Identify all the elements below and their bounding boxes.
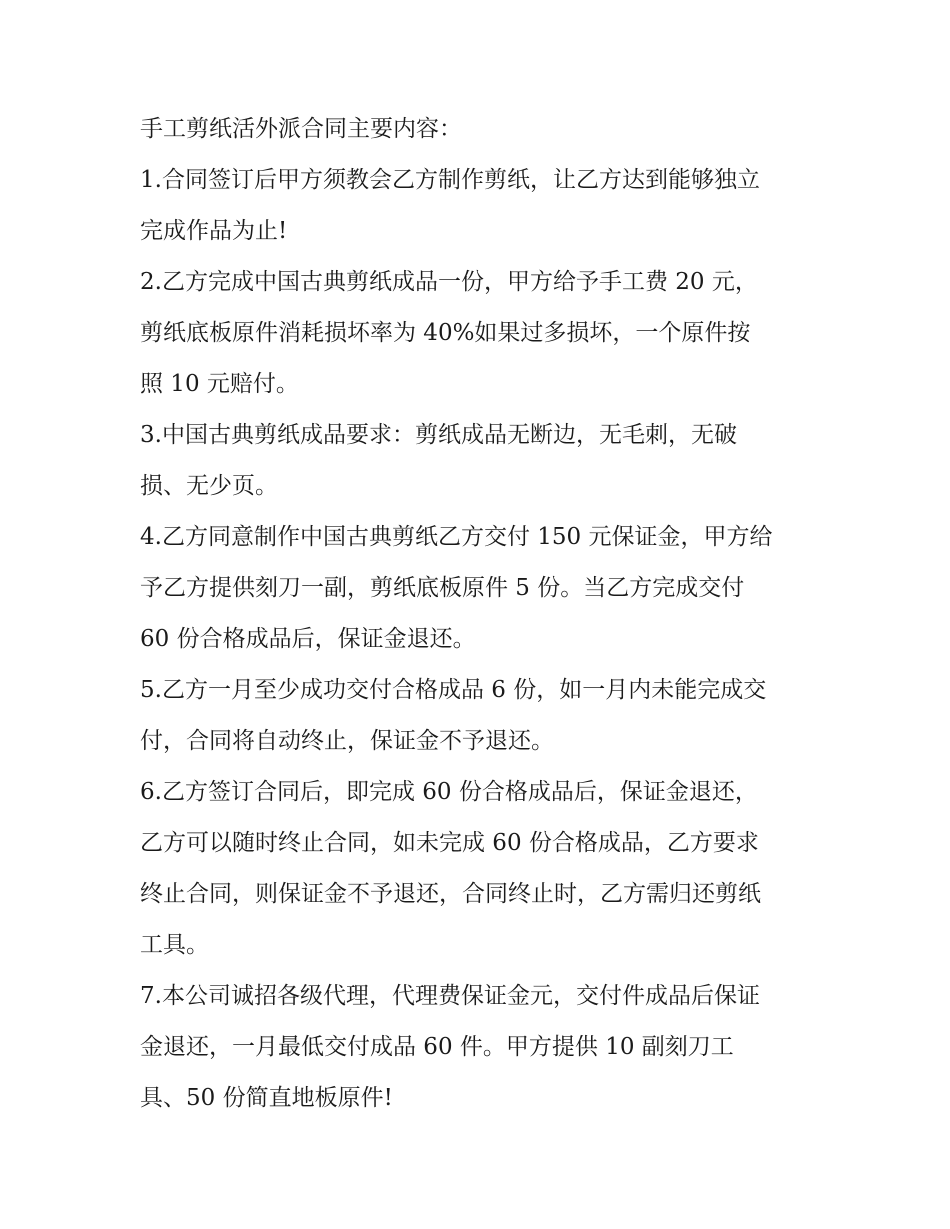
- clause-2-line-2: 剪纸底板原件消耗损坏率为 40%如果过多损坏，一个原件按: [140, 320, 751, 346]
- clause-1-line-1: 1.合同签订后甲方须教会乙方制作剪纸，让乙方达到能够独立: [140, 167, 760, 193]
- clause-6-line-4: 工具。: [140, 932, 209, 958]
- clause-5-line-1: 5.乙方一月至少成功交付合格成品 6 份，如一月内未能完成交: [140, 677, 767, 703]
- clause-2-line-3: 照 10 元赔付。: [140, 371, 299, 397]
- clause-4-line-1: 4.乙方同意制作中国古典剪纸乙方交付 150 元保证金，甲方给: [140, 524, 773, 550]
- clause-6-line-1: 6.乙方签订合同后，即完成 60 份合格成品后，保证金退还，: [140, 779, 758, 805]
- clause-1-line-2: 完成作品为止!: [140, 218, 288, 244]
- clause-6-line-2: 乙方可以随时终止合同，如未完成 60 份合格成品，乙方要求: [140, 830, 759, 856]
- clause-2-line-1: 2.乙方完成中国古典剪纸成品一份，甲方给予手工费 20 元，: [140, 269, 758, 295]
- contract-text: [140, 104, 830, 1124]
- clause-7-line-3: 具、50 份简直地板原件!: [140, 1085, 393, 1111]
- clause-7-line-2: 金退还，一月最低交付成品 60 件。甲方提供 10 副刻刀工: [140, 1034, 734, 1060]
- clause-6-line-3: 终止合同，则保证金不予退还，合同终止时，乙方需归还剪纸: [140, 881, 761, 907]
- clause-4-line-2: 予乙方提供刻刀一副，剪纸底板原件 5 份。当乙方完成交付: [140, 575, 745, 601]
- clause-7-line-1: 7.本公司诚招各级代理，代理费保证金元，交付件成品后保证: [140, 983, 760, 1009]
- clause-4-line-3: 60 份合格成品后，保证金退还。: [140, 626, 476, 652]
- clause-3-line-1: 3.中国古典剪纸成品要求：剪纸成品无断边，无毛刺，无破: [140, 422, 737, 448]
- clause-5-line-2: 付，合同将自动终止，保证金不予退还。: [140, 728, 554, 754]
- clause-3-line-2: 损、无少页。: [140, 473, 278, 499]
- contract-heading: 手工剪纸活外派合同主要内容：: [140, 116, 462, 142]
